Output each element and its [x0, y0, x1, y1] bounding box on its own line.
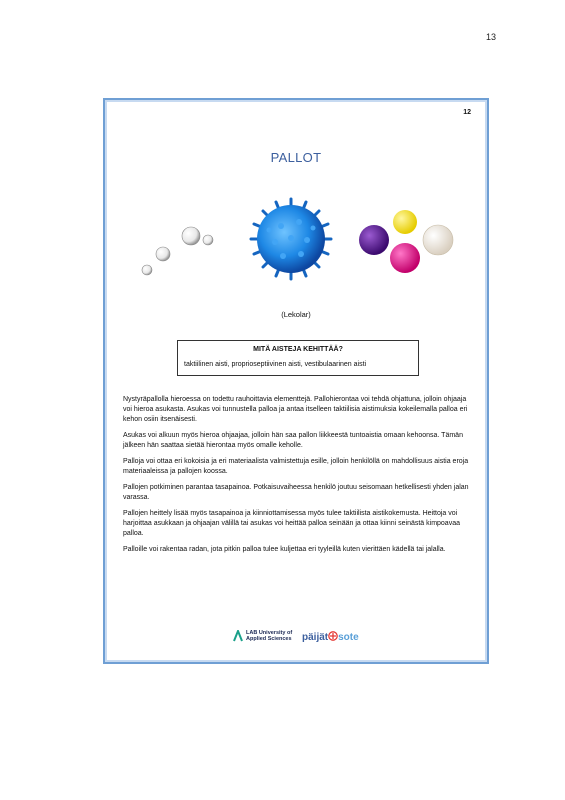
skills-box — [177, 340, 419, 376]
paragraph: Asukas voi alkuun myös hieroa ohjaajaa, jolloin hän saa pallon liikkeestä tuntoaistia omaan kehoonsa. Tämän jälkeen hän saattaa sietää hierontaa myös omalle keholle. — [123, 432, 463, 449]
lab-logo-icon — [233, 630, 243, 642]
white-ball — [423, 225, 453, 255]
page-title: PALLOT — [270, 150, 322, 165]
lab-logo-line2: Applied Sciences — [246, 636, 292, 642]
yellow-ball — [393, 210, 417, 234]
outer-page-number: 13 — [486, 32, 497, 42]
small-clear-ball — [142, 265, 152, 275]
lab-logo — [233, 630, 292, 642]
paragraph: Nystyräpallolla hieroessa on todettu rauhoittavia elementtejä. Pallohierontaa voi tehdä ohjattuna, jolloin ohjaaja voi hieroa asukasta. Asukas voi tunnustella palloa ja antaa itselleen taktiilisia aistimuksia kokeilemalla palloa eri kehon osiin itsenäisesti. — [123, 396, 468, 423]
small-clear-ball — [156, 247, 170, 261]
balls-photo — [105, 192, 487, 292]
skills-box-text: taktiilinen aisti, proprioseptiivinen aisti, vestibulaarinen aisti — [184, 361, 367, 368]
purple-ball — [359, 225, 389, 255]
paragraph: Palloille voi rakentaa radan, jota pitkin palloa tulee kuljettaa eri tyyleillä kuten vierittäen kädellä tai jalalla. — [123, 546, 446, 553]
small-clear-ball — [182, 227, 200, 245]
small-clear-ball — [203, 235, 213, 245]
paragraph: Pallojen heittely lisää myös tasapainoa ja kiinniottamisessa myös tulee taktiilista aistikokemusta. Heittoja voi harjoittaa asukkaan ja ohjaajan välillä tai asukas voi heittää palloa seinään ja ottaa kiinni seinästä kimpoavaa palloa. — [123, 510, 460, 537]
sote-logo-text: sote — [338, 632, 359, 643]
skills-box-title: MITÄ AISTEJA KEHITTÄÄ? — [253, 346, 343, 353]
lab-logo-line1: LAB University of — [246, 630, 293, 636]
pink-ball — [390, 243, 420, 273]
balls-illustration — [105, 192, 491, 292]
document-page-frame — [103, 98, 489, 664]
paragraph: Palloja voi ottaa eri kokoisia ja eri materiaalista valmistettuja esille, jolloin henkilöllä on mahdollisuus aistia eroja materiaaleissa ja pallojen koossa. — [123, 458, 469, 475]
paragraph: Pallojen potkiminen parantaa tasapainoa. Potkaisuvaiheessa henkilö joutuu seisomaan hetkellisesti yhden jalan varassa. — [123, 484, 469, 501]
footer-logos — [105, 628, 487, 650]
inner-page-number: 12 — [463, 109, 471, 116]
spiky-blue-ball — [251, 199, 331, 279]
image-caption: (Lekolar) — [281, 310, 311, 319]
body-text — [123, 395, 473, 561]
cross-icon — [328, 631, 338, 641]
paijat-sote-logo — [302, 631, 359, 643]
paijat-logo-text: päijät — [302, 632, 329, 643]
